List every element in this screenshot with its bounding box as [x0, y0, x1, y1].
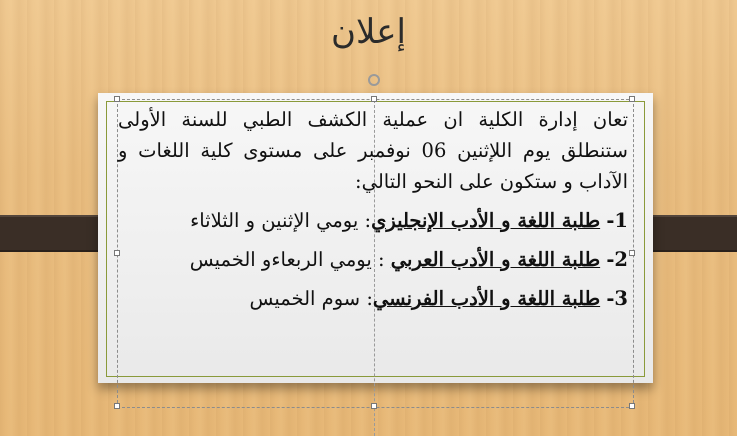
- resize-handle-top-right[interactable]: [629, 96, 635, 102]
- announcement-text-box[interactable]: [118, 104, 628, 314]
- resize-handle-top[interactable]: [371, 96, 377, 102]
- item-separator: :: [360, 287, 373, 310]
- list-item-arabic: [118, 244, 628, 275]
- list-item-english: [118, 205, 628, 236]
- resize-handle-bottom-left[interactable]: [114, 403, 120, 409]
- resize-handle-bottom-right[interactable]: [629, 403, 635, 409]
- item-number: 2-: [606, 248, 628, 271]
- item-label: طلبة اللغة و الأدب الفرنسي: [372, 287, 601, 310]
- item-number: 3-: [606, 287, 628, 310]
- slide-title[interactable]: إعلان: [331, 12, 406, 52]
- item-number: 1-: [606, 209, 628, 232]
- rotate-handle-icon[interactable]: [368, 74, 380, 86]
- resize-handle-right[interactable]: [629, 250, 635, 256]
- list-item-french: [118, 283, 628, 314]
- item-label: طلبة اللغة و الأدب الإنجليزي: [371, 209, 601, 232]
- resize-handle-bottom[interactable]: [371, 403, 377, 409]
- item-separator: :: [371, 248, 391, 271]
- resize-handle-top-left[interactable]: [114, 96, 120, 102]
- intro-paragraph: تعان إدارة الكلية ان عملية الكشف الطبي للسنة الأولى ستنطلق يوم اللإثنين 06 نوفمبر على مستوى كلية اللغات و الآداب و ستكون على النحو التالي:: [118, 108, 628, 193]
- item-separator: :: [358, 209, 372, 232]
- decorative-band-left: [0, 215, 100, 252]
- item-schedule: سوم الخميس: [249, 287, 361, 310]
- item-label: طلبة اللغة و الأدب العربي: [390, 248, 601, 271]
- item-schedule: يومي الإثنين و الثلاثاء: [190, 209, 359, 232]
- item-schedule: يومي الربعاءو الخميس: [189, 248, 372, 271]
